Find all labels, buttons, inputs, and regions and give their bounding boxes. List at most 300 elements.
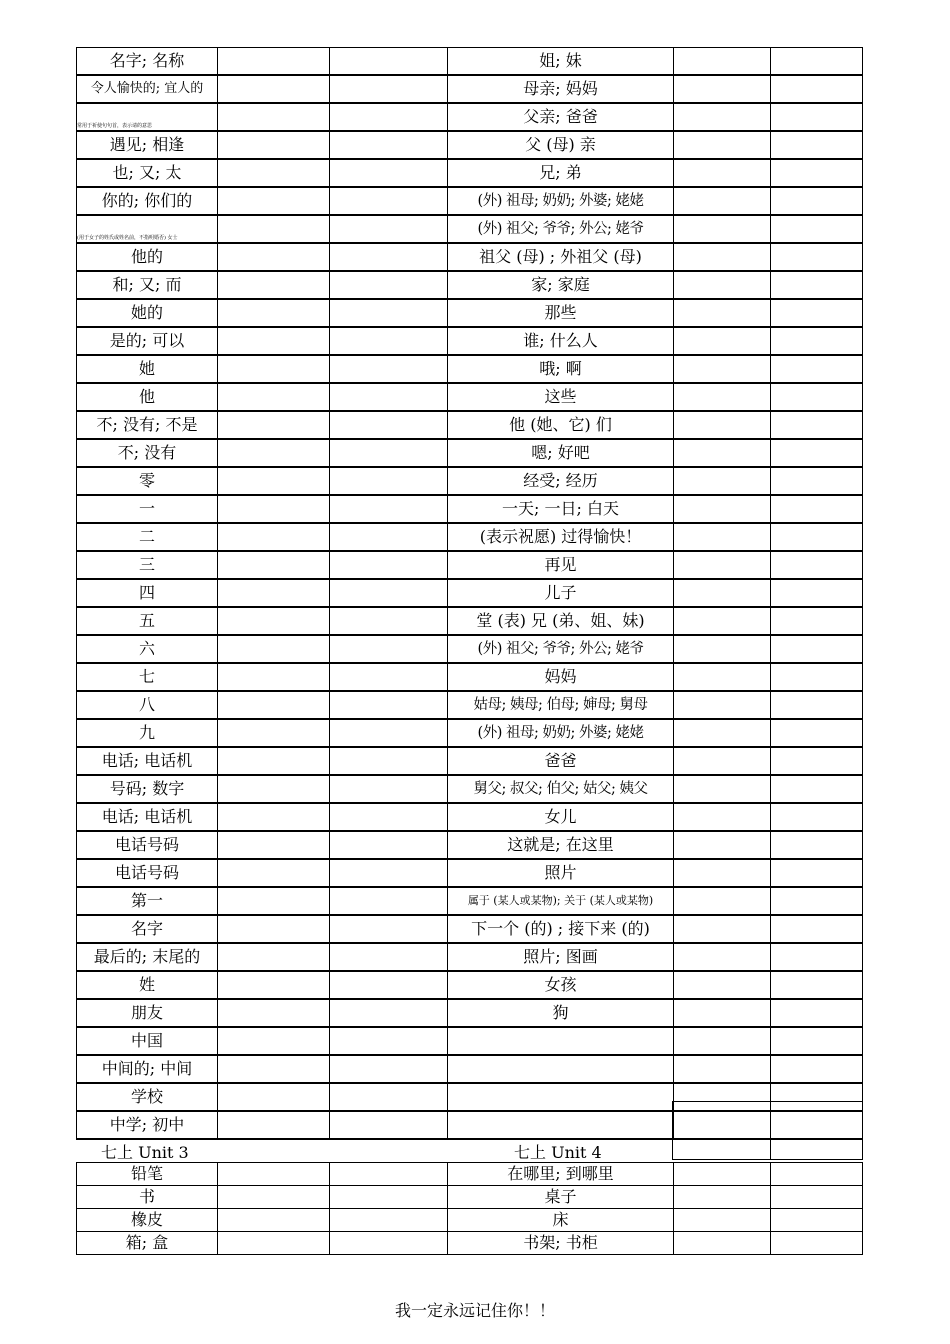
blank-cell[interactable] (673, 1139, 771, 1160)
chinese-meaning-right: 母亲; 妈妈 (448, 75, 674, 103)
answer-cell[interactable] (674, 859, 771, 887)
chinese-meaning-right: 属于 (某人或某物); 关于 (某人或某物) (448, 887, 674, 915)
answer-cell[interactable] (218, 1209, 330, 1232)
table-row (77, 859, 863, 887)
answer-cell[interactable] (330, 48, 448, 76)
table-row (77, 1163, 863, 1186)
side-blank-cells (672, 1101, 863, 1160)
chinese-meaning-right: 在哪里; 到哪里 (448, 1163, 674, 1186)
answer-cell[interactable] (674, 663, 771, 691)
answer-cell[interactable] (330, 1055, 448, 1083)
answer-cell[interactable] (771, 971, 863, 999)
answer-cell[interactable] (330, 691, 448, 719)
chinese-meaning-right (448, 1055, 674, 1083)
answer-cell[interactable] (771, 495, 863, 523)
answer-cell[interactable] (218, 663, 330, 691)
answer-cell[interactable] (771, 411, 863, 439)
answer-cell[interactable] (674, 495, 771, 523)
chinese-meaning-left: 铅笔 (77, 1163, 218, 1186)
chinese-meaning-left: 不; 没有 (77, 439, 218, 467)
answer-cell[interactable] (218, 75, 330, 103)
answer-cell[interactable] (771, 719, 863, 747)
unit3-title: 七上 Unit 3 (101, 1143, 189, 1162)
answer-cell[interactable] (771, 327, 863, 355)
chinese-meaning-left: (用于女子的姓氏或姓名前，不指明婚否) 女士 (77, 215, 218, 243)
answer-cell[interactable] (330, 1027, 448, 1055)
answer-cell[interactable] (330, 1083, 448, 1111)
chinese-meaning-right: 下一个 (的) ; 接下来 (的) (448, 915, 674, 943)
answer-cell[interactable] (218, 1027, 330, 1055)
chinese-meaning-right: 父亲; 爸爸 (448, 103, 674, 131)
answer-cell[interactable] (218, 1111, 330, 1139)
answer-cell[interactable] (218, 1055, 330, 1083)
answer-cell[interactable] (330, 663, 448, 691)
chinese-meaning-right: 再见 (448, 551, 674, 579)
chinese-meaning-left: 八 (77, 691, 218, 719)
answer-cell[interactable] (218, 747, 330, 775)
vocab-table-lower (76, 1162, 863, 1255)
chinese-meaning-right: 女孩 (448, 971, 674, 999)
chinese-meaning-left: 三 (77, 551, 218, 579)
answer-cell[interactable] (771, 943, 863, 971)
table-row (77, 943, 863, 971)
table-row (77, 327, 863, 355)
answer-cell[interactable] (218, 271, 330, 299)
answer-cell[interactable] (771, 1055, 863, 1083)
answer-cell[interactable] (674, 523, 771, 551)
table-row (77, 187, 863, 215)
answer-cell[interactable] (330, 411, 448, 439)
answer-cell[interactable] (218, 187, 330, 215)
chinese-meaning-right: 这些 (448, 383, 674, 411)
table-row (77, 887, 863, 915)
chinese-meaning-right: 书架; 书柜 (448, 1232, 674, 1255)
answer-cell[interactable] (674, 439, 771, 467)
chinese-meaning-right: 谁; 什么人 (448, 327, 674, 355)
chinese-meaning-left: 最后的; 末尾的 (77, 943, 218, 971)
chinese-meaning-right: 一天; 一日; 白天 (448, 495, 674, 523)
answer-cell[interactable] (674, 243, 771, 271)
chinese-meaning-right: 哦; 啊 (448, 355, 674, 383)
chinese-meaning-left: 她的 (77, 299, 218, 327)
answer-cell[interactable] (218, 971, 330, 999)
table-row (77, 495, 863, 523)
chinese-meaning-right: 床 (448, 1209, 674, 1232)
table-row (77, 1209, 863, 1232)
chinese-meaning-left: 电话; 电话机 (77, 803, 218, 831)
answer-cell[interactable] (218, 355, 330, 383)
chinese-meaning-left: 她 (77, 355, 218, 383)
table-row (77, 103, 863, 131)
answer-cell[interactable] (771, 775, 863, 803)
table-row (77, 831, 863, 859)
answer-cell[interactable] (330, 943, 448, 971)
answer-cell[interactable] (218, 887, 330, 915)
answer-cell[interactable] (771, 579, 863, 607)
chinese-meaning-left: 常用于祈使句句首，表示请的意思 (77, 103, 218, 131)
answer-cell[interactable] (330, 775, 448, 803)
answer-cell[interactable] (674, 971, 771, 999)
table-row (77, 159, 863, 187)
answer-cell[interactable] (330, 243, 448, 271)
answer-cell[interactable] (674, 75, 771, 103)
answer-cell[interactable] (771, 159, 863, 187)
answer-cell[interactable] (330, 635, 448, 663)
table-row (77, 999, 863, 1027)
answer-cell[interactable] (218, 803, 330, 831)
answer-cell[interactable] (330, 607, 448, 635)
answer-cell[interactable] (218, 999, 330, 1027)
chinese-meaning-right: 舅父; 叔父; 伯父; 姑父; 姨父 (448, 775, 674, 803)
table-row (77, 439, 863, 467)
answer-cell[interactable] (674, 1209, 771, 1232)
table-row (77, 355, 863, 383)
side-blank-row (673, 1139, 863, 1160)
vocab-table-lower-body (77, 1163, 863, 1255)
table-row (77, 607, 863, 635)
answer-cell[interactable] (218, 1083, 330, 1111)
answer-cell[interactable] (330, 971, 448, 999)
footer-text: 我一定永远记住你！！ (394, 1301, 555, 1320)
chinese-meaning-right: 姐; 妹 (448, 48, 674, 76)
chinese-meaning-right: 兄; 弟 (448, 159, 674, 187)
answer-cell[interactable] (218, 859, 330, 887)
chinese-meaning-right: 堂 (表) 兄 (弟、姐、妹) (448, 607, 674, 635)
chinese-meaning-right: 嗯; 好吧 (448, 439, 674, 467)
answer-cell[interactable] (771, 523, 863, 551)
answer-cell[interactable] (218, 103, 330, 131)
chinese-meaning-right: (外) 祖母; 奶奶; 外婆; 姥姥 (448, 187, 674, 215)
blank-cell[interactable] (673, 1102, 771, 1139)
answer-cell[interactable] (330, 1111, 448, 1139)
chinese-meaning-right: 姑母; 姨母; 伯母; 婶母; 舅母 (448, 691, 674, 719)
answer-cell[interactable] (330, 215, 448, 243)
answer-cell[interactable] (218, 383, 330, 411)
answer-cell[interactable] (771, 551, 863, 579)
chinese-meaning-right: 这就是; 在这里 (448, 831, 674, 859)
chinese-meaning-left: 学校 (77, 1083, 218, 1111)
answer-cell[interactable] (218, 243, 330, 271)
answer-cell[interactable] (674, 271, 771, 299)
table-row (77, 48, 863, 76)
answer-cell[interactable] (218, 1186, 330, 1209)
answer-cell[interactable] (218, 48, 330, 76)
chinese-meaning-right (448, 1027, 674, 1055)
chinese-meaning-left: 名字; 名称 (77, 48, 218, 76)
answer-cell[interactable] (771, 803, 863, 831)
answer-cell[interactable] (330, 271, 448, 299)
answer-cell[interactable] (218, 1232, 330, 1255)
chinese-meaning-left: 朋友 (77, 999, 218, 1027)
chinese-meaning-left: 一 (77, 495, 218, 523)
answer-cell[interactable] (674, 1186, 771, 1209)
answer-cell[interactable] (771, 439, 863, 467)
blank-cell[interactable] (771, 1139, 863, 1160)
answer-cell[interactable] (771, 355, 863, 383)
answer-cell[interactable] (771, 243, 863, 271)
table-row (77, 635, 863, 663)
chinese-meaning-left: 中国 (77, 1027, 218, 1055)
answer-cell[interactable] (674, 691, 771, 719)
table-row (77, 803, 863, 831)
chinese-meaning-left: 是的; 可以 (77, 327, 218, 355)
answer-cell[interactable] (330, 551, 448, 579)
chinese-meaning-left: 电话; 电话机 (77, 747, 218, 775)
answer-cell[interactable] (330, 887, 448, 915)
answer-cell[interactable] (771, 131, 863, 159)
table-row (77, 1055, 863, 1083)
chinese-meaning-right: 家; 家庭 (448, 271, 674, 299)
answer-cell[interactable] (218, 691, 330, 719)
answer-cell[interactable] (674, 187, 771, 215)
answer-cell[interactable] (330, 495, 448, 523)
answer-cell[interactable] (771, 859, 863, 887)
table-row (77, 1027, 863, 1055)
chinese-meaning-left: 也; 又; 太 (77, 159, 218, 187)
answer-cell[interactable] (330, 1232, 448, 1255)
chinese-meaning-left: 九 (77, 719, 218, 747)
answer-cell[interactable] (674, 299, 771, 327)
answer-cell[interactable] (218, 579, 330, 607)
answer-cell[interactable] (218, 495, 330, 523)
answer-cell[interactable] (674, 551, 771, 579)
chinese-meaning-right: 父 (母) 亲 (448, 131, 674, 159)
answer-cell[interactable] (674, 411, 771, 439)
answer-cell[interactable] (771, 1027, 863, 1055)
answer-cell[interactable] (771, 915, 863, 943)
table-row (77, 411, 863, 439)
table-row (77, 1232, 863, 1255)
chinese-meaning-right: 女儿 (448, 803, 674, 831)
answer-cell[interactable] (330, 803, 448, 831)
answer-cell[interactable] (330, 131, 448, 159)
answer-cell[interactable] (674, 999, 771, 1027)
answer-cell[interactable] (771, 103, 863, 131)
answer-cell[interactable] (771, 215, 863, 243)
answer-cell[interactable] (674, 607, 771, 635)
chinese-meaning-left: 他的 (77, 243, 218, 271)
chinese-meaning-left: 和; 又; 而 (77, 271, 218, 299)
table-row (77, 299, 863, 327)
table-row (77, 467, 863, 495)
vocab-table-upper (76, 47, 863, 1140)
answer-cell[interactable] (771, 467, 863, 495)
answer-cell[interactable] (674, 943, 771, 971)
table-row (77, 523, 863, 551)
answer-cell[interactable] (674, 1055, 771, 1083)
answer-cell[interactable] (330, 1186, 448, 1209)
answer-cell[interactable] (330, 467, 448, 495)
blank-cell[interactable] (771, 1102, 863, 1139)
table-row (77, 775, 863, 803)
answer-cell[interactable] (674, 1163, 771, 1186)
answer-cell[interactable] (330, 1209, 448, 1232)
answer-cell[interactable] (330, 383, 448, 411)
answer-cell[interactable] (330, 159, 448, 187)
answer-cell[interactable] (771, 607, 863, 635)
table-row (77, 663, 863, 691)
chinese-meaning-left: 第一 (77, 887, 218, 915)
answer-cell[interactable] (771, 271, 863, 299)
answer-cell[interactable] (330, 915, 448, 943)
answer-cell[interactable] (218, 1163, 330, 1186)
answer-cell[interactable] (330, 719, 448, 747)
answer-cell[interactable] (771, 747, 863, 775)
chinese-meaning-left: 中学; 初中 (77, 1111, 218, 1139)
table-row (77, 691, 863, 719)
chinese-meaning-right: 那些 (448, 299, 674, 327)
answer-cell[interactable] (330, 523, 448, 551)
answer-cell[interactable] (218, 607, 330, 635)
answer-cell[interactable] (218, 327, 330, 355)
answer-cell[interactable] (771, 383, 863, 411)
table-row (77, 551, 863, 579)
chinese-meaning-right: 他 (她、它) 们 (448, 411, 674, 439)
table-row (77, 579, 863, 607)
chinese-meaning-left: 箱; 盒 (77, 1232, 218, 1255)
answer-cell[interactable] (771, 299, 863, 327)
answer-cell[interactable] (771, 75, 863, 103)
answer-cell[interactable] (771, 1186, 863, 1209)
answer-cell[interactable] (330, 327, 448, 355)
chinese-meaning-left: 名字 (77, 915, 218, 943)
chinese-meaning-left: 姓 (77, 971, 218, 999)
unit4-title: 七上 Unit 4 (514, 1143, 602, 1162)
chinese-meaning-right (448, 1083, 674, 1111)
answer-cell[interactable] (771, 635, 863, 663)
chinese-meaning-left: 他 (77, 383, 218, 411)
table-row (77, 719, 863, 747)
answer-cell[interactable] (674, 1232, 771, 1255)
answer-cell[interactable] (218, 719, 330, 747)
side-blank-row (673, 1102, 863, 1139)
chinese-meaning-left: 号码; 数字 (77, 775, 218, 803)
answer-cell[interactable] (674, 467, 771, 495)
answer-cell[interactable] (330, 75, 448, 103)
answer-cell[interactable] (674, 719, 771, 747)
answer-cell[interactable] (218, 915, 330, 943)
answer-cell[interactable] (674, 635, 771, 663)
answer-cell[interactable] (674, 803, 771, 831)
answer-cell[interactable] (218, 551, 330, 579)
answer-cell[interactable] (218, 467, 330, 495)
answer-cell[interactable] (771, 1209, 863, 1232)
chinese-meaning-left: 橡皮 (77, 1209, 218, 1232)
answer-cell[interactable] (771, 48, 863, 76)
table-row (77, 271, 863, 299)
answer-cell[interactable] (674, 915, 771, 943)
chinese-meaning-left: 令人愉快的; 宜人的 (77, 75, 218, 103)
answer-cell[interactable] (330, 103, 448, 131)
answer-cell[interactable] (771, 1232, 863, 1255)
table-row (77, 75, 863, 103)
chinese-meaning-right: 狗 (448, 999, 674, 1027)
chinese-meaning-right: (外) 祖父; 爷爷; 外公; 姥爷 (448, 215, 674, 243)
answer-cell[interactable] (674, 775, 771, 803)
chinese-meaning-left: 六 (77, 635, 218, 663)
answer-cell[interactable] (771, 663, 863, 691)
answer-cell[interactable] (674, 159, 771, 187)
chinese-meaning-right: 照片 (448, 859, 674, 887)
answer-cell[interactable] (674, 355, 771, 383)
answer-cell[interactable] (674, 383, 771, 411)
chinese-meaning-right: 照片; 图画 (448, 943, 674, 971)
answer-cell[interactable] (674, 327, 771, 355)
answer-cell[interactable] (674, 215, 771, 243)
answer-cell[interactable] (771, 1163, 863, 1186)
answer-cell[interactable] (674, 887, 771, 915)
chinese-meaning-left: 二 (77, 523, 218, 551)
answer-cell[interactable] (674, 103, 771, 131)
answer-cell[interactable] (330, 859, 448, 887)
chinese-meaning-left: 电话号码 (77, 831, 218, 859)
chinese-meaning-left: 电话号码 (77, 859, 218, 887)
table-row (77, 1186, 863, 1209)
table-row (77, 243, 863, 271)
chinese-meaning-right: 桌子 (448, 1186, 674, 1209)
answer-cell[interactable] (674, 1027, 771, 1055)
answer-cell[interactable] (330, 299, 448, 327)
answer-cell[interactable] (218, 831, 330, 859)
answer-cell[interactable] (771, 831, 863, 859)
answer-cell[interactable] (330, 579, 448, 607)
answer-cell[interactable] (218, 131, 330, 159)
answer-cell[interactable] (218, 775, 330, 803)
answer-cell[interactable] (330, 999, 448, 1027)
table-row (77, 215, 863, 243)
answer-cell[interactable] (330, 831, 448, 859)
answer-cell[interactable] (218, 299, 330, 327)
answer-cell[interactable] (674, 831, 771, 859)
answer-cell[interactable] (674, 579, 771, 607)
chinese-meaning-left: 七 (77, 663, 218, 691)
chinese-meaning-right: (表示祝愿) 过得愉快！ (448, 523, 674, 551)
chinese-meaning-left: 五 (77, 607, 218, 635)
answer-cell[interactable] (218, 159, 330, 187)
table-row (77, 915, 863, 943)
answer-cell[interactable] (771, 187, 863, 215)
answer-cell[interactable] (330, 355, 448, 383)
answer-cell[interactable] (218, 523, 330, 551)
answer-cell[interactable] (218, 439, 330, 467)
answer-cell[interactable] (771, 691, 863, 719)
chinese-meaning-left: 四 (77, 579, 218, 607)
answer-cell[interactable] (674, 131, 771, 159)
table-row (77, 383, 863, 411)
answer-cell[interactable] (218, 635, 330, 663)
answer-cell[interactable] (218, 943, 330, 971)
answer-cell[interactable] (771, 999, 863, 1027)
chinese-meaning-right: (外) 祖母; 奶奶; 外婆; 姥姥 (448, 719, 674, 747)
vocab-table-upper-body (77, 48, 863, 1140)
answer-cell[interactable] (674, 747, 771, 775)
chinese-meaning-right: 妈妈 (448, 663, 674, 691)
answer-cell[interactable] (771, 887, 863, 915)
answer-cell[interactable] (330, 187, 448, 215)
chinese-meaning-right: (外) 祖父; 爷爷; 外公; 姥爷 (448, 635, 674, 663)
chinese-meaning-left: 零 (77, 467, 218, 495)
answer-cell[interactable] (330, 747, 448, 775)
answer-cell[interactable] (218, 411, 330, 439)
answer-cell[interactable] (674, 48, 771, 76)
answer-cell[interactable] (330, 439, 448, 467)
chinese-meaning-right: 儿子 (448, 579, 674, 607)
chinese-meaning-left: 中间的; 中间 (77, 1055, 218, 1083)
answer-cell[interactable] (218, 215, 330, 243)
chinese-meaning-left: 遇见; 相逢 (77, 131, 218, 159)
table-row (77, 971, 863, 999)
answer-cell[interactable] (330, 1163, 448, 1186)
